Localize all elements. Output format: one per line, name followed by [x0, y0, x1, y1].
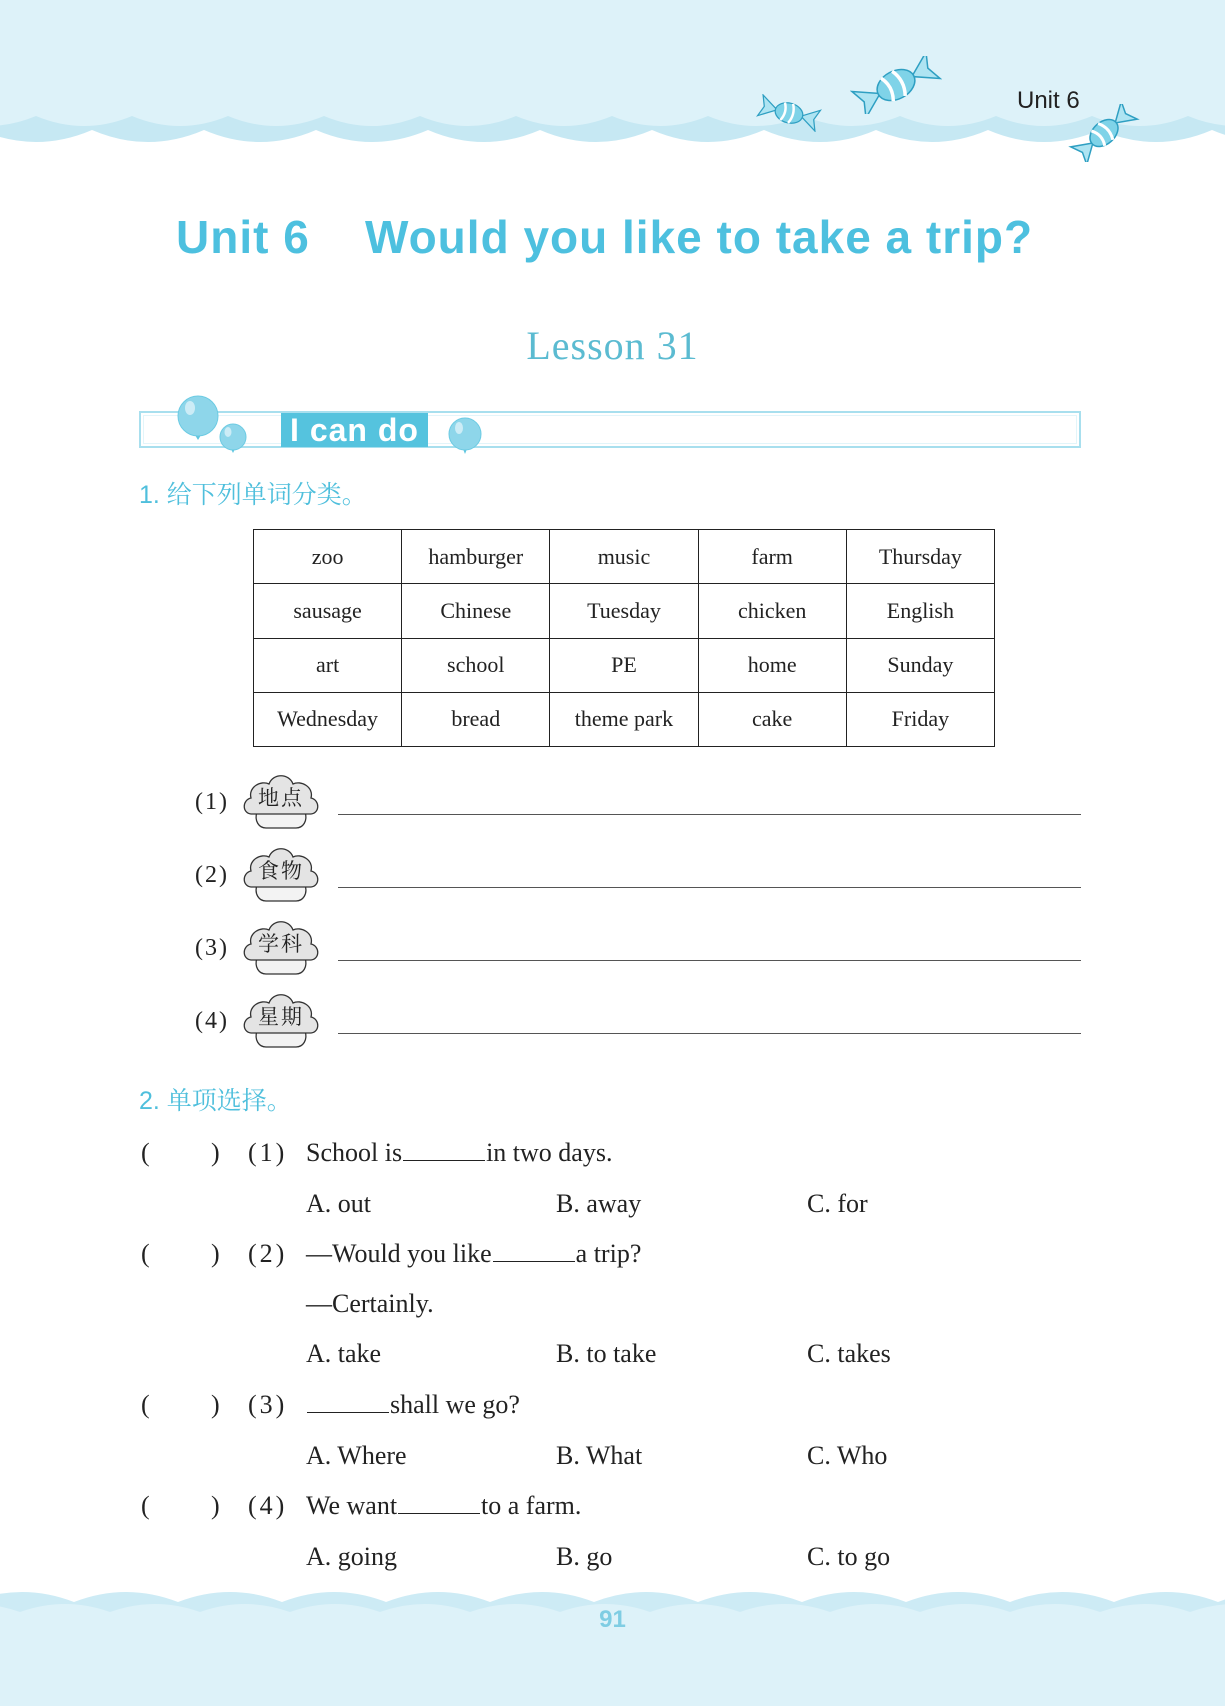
category-number: (4) [195, 1008, 229, 1034]
candy-icon [850, 56, 942, 114]
category-label: 星期 [258, 1005, 304, 1029]
category-number: (3) [195, 935, 229, 961]
table-cell: Thursday [846, 530, 994, 584]
table-row [254, 530, 995, 584]
category-number: (1) [195, 789, 229, 815]
category-number: (2) [195, 862, 229, 888]
table-cell: cake [698, 692, 846, 746]
page-number: 91 [599, 1606, 626, 1633]
category-label: 学科 [258, 932, 304, 956]
table-cell: art [254, 638, 402, 692]
exercise-2-heading: 2. 单项选择。 [139, 1087, 292, 1115]
table-cell: Chinese [402, 584, 550, 638]
answer-paren-close: ) [211, 1239, 220, 1268]
option-a: A. take [306, 1339, 382, 1368]
option-a: A. Where [306, 1441, 407, 1470]
answer-line [338, 887, 1081, 888]
lesson-title: Lesson 31 [526, 323, 699, 368]
option-c: C. Who [807, 1441, 888, 1470]
stem-text-after: to a farm. [481, 1491, 582, 1520]
answer-paren-close: ) [211, 1138, 220, 1167]
question-stem [306, 1490, 581, 1522]
section-banner-label: I can do [281, 413, 428, 447]
question-number: (4) [248, 1491, 288, 1520]
balloon-icon [447, 416, 483, 458]
option-b: B. go [556, 1542, 613, 1571]
footer-wave-background [0, 1576, 1225, 1706]
category-label: 地点 [258, 786, 304, 810]
table-cell: theme park [550, 692, 698, 746]
table-cell: hamburger [402, 530, 550, 584]
option-c: C. takes [807, 1339, 891, 1368]
table-cell: home [698, 638, 846, 692]
option-a: A. out [306, 1189, 371, 1218]
table-cell: farm [698, 530, 846, 584]
table-cell: Tuesday [550, 584, 698, 638]
candy-icon [756, 94, 822, 132]
answer-paren-open: ( [141, 1138, 150, 1167]
question-number: (1) [248, 1138, 288, 1167]
table-row [254, 638, 995, 692]
balloon-icon [218, 422, 248, 458]
answer-paren-close: ) [211, 1491, 220, 1520]
table-cell: Sunday [846, 638, 994, 692]
table-cell: zoo [254, 530, 402, 584]
answer-line [338, 814, 1081, 815]
option-a: A. going [306, 1542, 397, 1571]
category-label: 食物 [258, 859, 304, 883]
answer-paren-open: ( [141, 1390, 150, 1419]
cloud-badge [241, 991, 321, 1051]
balloon-icon [176, 394, 220, 444]
table-cell: bread [402, 692, 550, 746]
cloud-badge [241, 772, 321, 832]
word-table [253, 529, 995, 747]
stem-text-before: —Would you like [306, 1239, 492, 1268]
table-cell: English [846, 584, 994, 638]
answer-line [338, 960, 1081, 961]
exercise-1-heading: 1. 给下列单词分类。 [139, 481, 367, 509]
table-cell: Friday [846, 692, 994, 746]
question-number: (2) [248, 1239, 288, 1268]
answer-blank [398, 1493, 480, 1514]
option-b: B. What [556, 1441, 643, 1470]
category-row [0, 772, 1225, 832]
table-cell: Wednesday [254, 692, 402, 746]
table-cell: sausage [254, 584, 402, 638]
question-stem [306, 1137, 612, 1169]
answer-blank [493, 1241, 575, 1262]
option-c: C. for [807, 1189, 868, 1218]
table-cell: music [550, 530, 698, 584]
table-cell: chicken [698, 584, 846, 638]
option-b: B. away [556, 1189, 642, 1218]
answer-line [338, 1033, 1081, 1034]
answer-paren-open: ( [141, 1239, 150, 1268]
unit-title-number: Unit 6 [176, 211, 310, 263]
category-row [0, 991, 1225, 1051]
option-b: B. to take [556, 1339, 657, 1368]
table-cell: school [402, 638, 550, 692]
stem-text-after: shall we go? [390, 1390, 520, 1419]
stem-text-after: a trip? [575, 1239, 642, 1268]
answer-blank [307, 1392, 389, 1413]
header-unit-label: Unit 6 [1017, 87, 1080, 114]
question-stem [306, 1238, 641, 1270]
stem-text-after: in two days. [486, 1138, 613, 1167]
answer-paren-open: ( [141, 1491, 150, 1520]
stem-text-before: We want [306, 1491, 398, 1520]
question-stem [306, 1389, 520, 1421]
table-row [254, 584, 995, 638]
answer-blank [403, 1140, 485, 1161]
table-row [254, 692, 995, 746]
answer-paren-close: ) [211, 1390, 220, 1419]
category-row [0, 918, 1225, 978]
question-stem-reply: —Certainly. [306, 1289, 434, 1318]
option-c: C. to go [807, 1542, 891, 1571]
cloud-badge [241, 918, 321, 978]
cloud-badge [241, 845, 321, 905]
table-cell: PE [550, 638, 698, 692]
question-number: (3) [248, 1390, 288, 1419]
unit-title-text: Would you like to take a trip? [365, 211, 1034, 263]
stem-text-before: School is [306, 1138, 403, 1167]
category-row [0, 845, 1225, 905]
